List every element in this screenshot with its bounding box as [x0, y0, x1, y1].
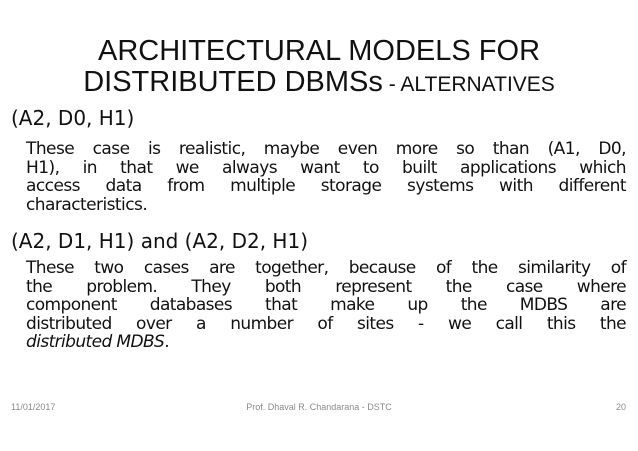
section-1-paragraph: [26, 140, 626, 214]
section-2-line-3: component databases that make up the MDBS are: [26, 295, 626, 315]
slide-title: [0, 36, 638, 100]
footer-author: Prof. Dhaval R. Chandarana - DSTC: [246, 402, 392, 412]
section-2-line-1: These two cases are together, because of the similarity of: [26, 258, 626, 278]
section-1-line-3: access data from multiple storage systems with different: [26, 176, 626, 196]
section-1-line-4: characteristics.: [26, 194, 148, 215]
footer-date: 11/01/2017: [11, 402, 56, 412]
section-1-line-2: H1), in that we always want to built applications which: [26, 157, 626, 178]
section-2-line-4: distributed over a number of sites - we call this the: [26, 313, 626, 334]
section-2-paragraph: [26, 259, 626, 352]
distributed-mdbs-term: distributed MDBS: [26, 332, 165, 352]
section-2-line-5: [26, 333, 626, 352]
section-2-line-5-tail: .: [164, 332, 170, 352]
section-2-heading: (A2, D1, H1) and (A2, D2, H1): [11, 229, 309, 253]
section-2-line-2: the problem. They both represent the case where: [26, 276, 626, 297]
section-1-line-1: These case is realistic, maybe even more so than (A1, D0,: [26, 139, 626, 159]
section-1-heading: (A2, D0, H1): [11, 106, 135, 130]
title-line-2-suffix: - ALTERNATIVES: [382, 73, 555, 96]
title-line-1: ARCHITECTURAL MODELS FOR: [97, 35, 541, 67]
footer-page-number: 20: [615, 402, 626, 412]
title-line-2-main: DISTRIBUTED DBMSs: [83, 66, 383, 98]
